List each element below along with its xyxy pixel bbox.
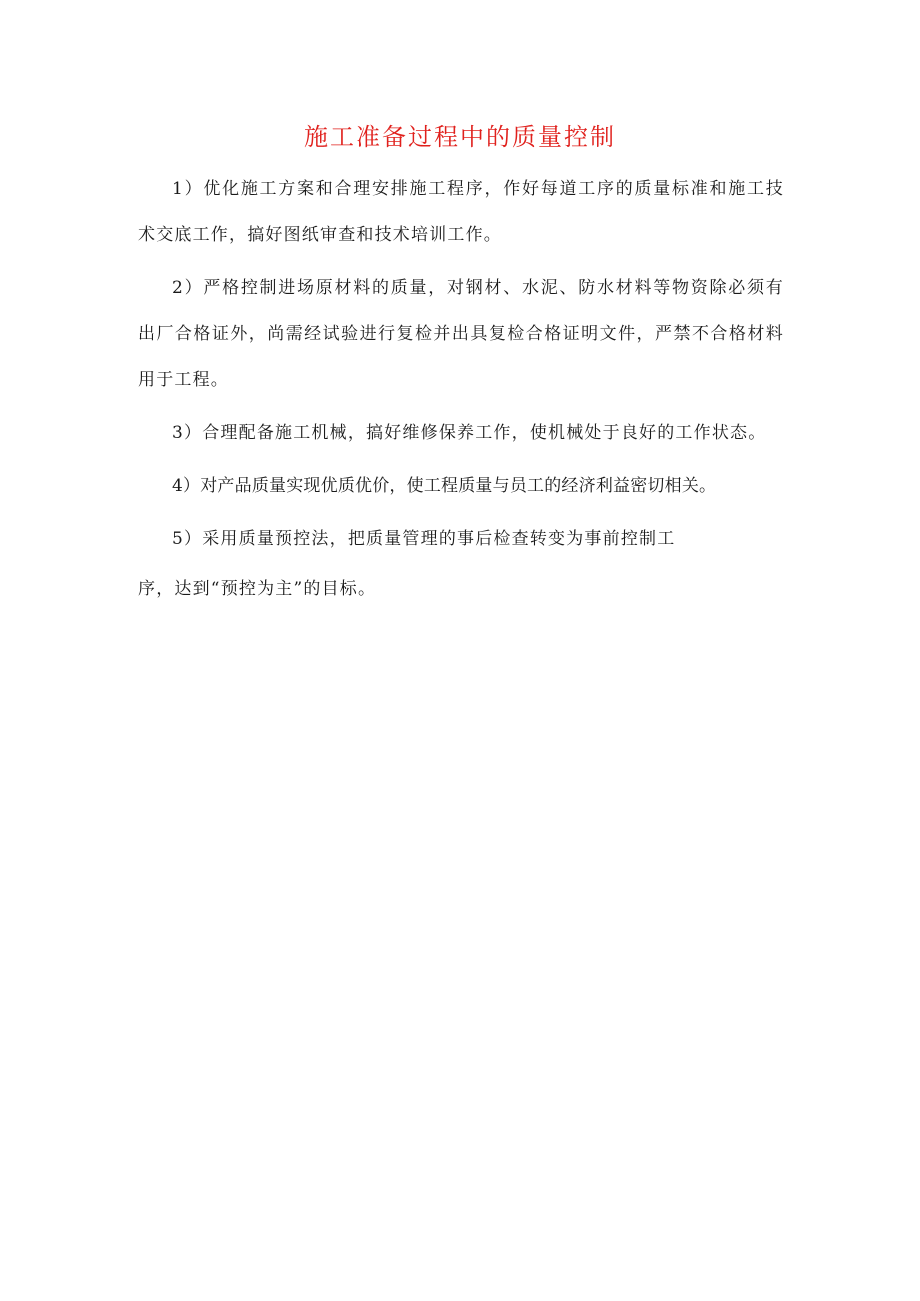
document-body: [138, 166, 784, 612]
paragraph-5-line-2: 序，达到“预控为主”的目标。: [138, 579, 377, 599]
paragraph-5-line-1: 5）采用质量预控法，把质量管理的事后检查转变为事前控制工: [172, 529, 676, 549]
paragraph-1: 1）优化施工方案和合理安排施工程序，作好每道工序的质量标准和施工技术交底工作，搞好图纸审查和技术培训工作。: [138, 179, 784, 245]
paragraph-2: 2）严格控制进场原材料的质量，对钢材、水泥、防水材料等物资除必须有出厂合格证外，尚需经试验进行复检并出具复检合格证明文件，严禁不合格材料用于工程。: [138, 278, 784, 390]
document-title: 施工准备过程中的质量控制: [304, 123, 616, 151]
paragraph-4: 4）对产品质量实现优质优价，使工程质量与员工的经济利益密切相关。: [172, 476, 717, 496]
paragraph-3: 3）合理配备施工机械，搞好维修保养工作，使机械处于良好的工作状态。: [172, 423, 767, 443]
